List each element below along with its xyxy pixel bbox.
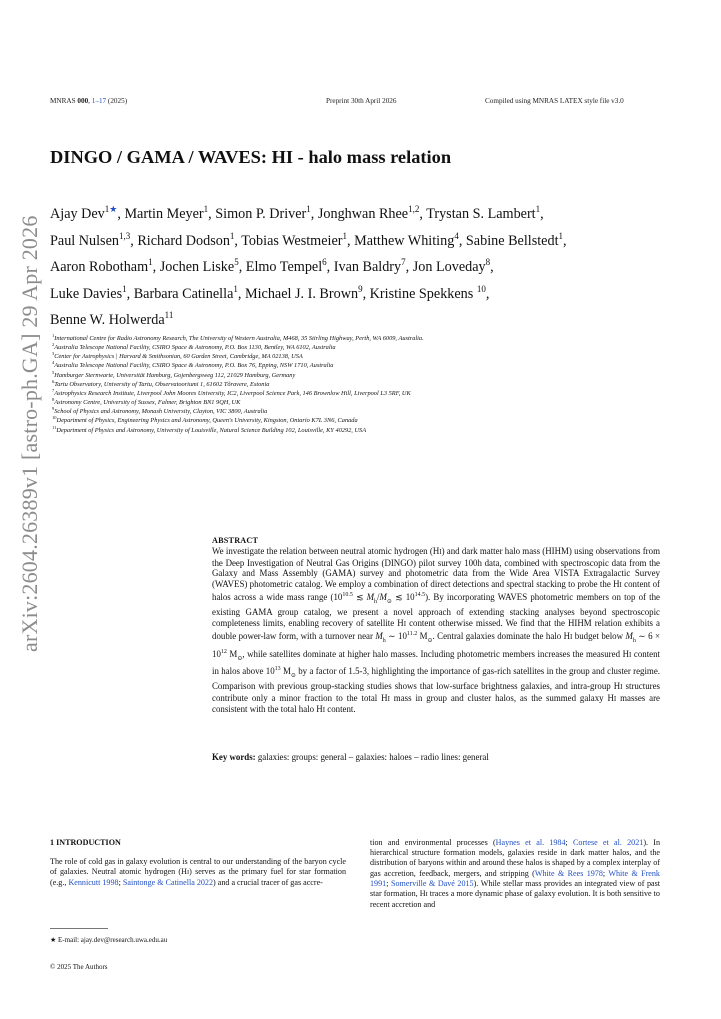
citation-link[interactable]: Haynes et al. 1984 [495, 838, 566, 847]
author-name: , [485, 285, 490, 302]
journal-reference: MNRAS 000, 1–17 (2025) [50, 97, 128, 105]
author-name: , Simon P. Driver [208, 206, 307, 222]
affiliation-mark: 1 [342, 230, 347, 241]
citation-link[interactable]: Somerville & Davé 2015 [390, 878, 474, 888]
author-name: , Tobias Westmeier [234, 232, 343, 249]
affiliation-mark: 1 [535, 204, 541, 214]
affiliation-mark: 1,2 [408, 204, 420, 214]
affiliation-mark: 4 [454, 230, 459, 241]
compiled-note: Compiled using MNRAS LATEX style file v3.0 [485, 97, 624, 105]
author-line [50, 254, 700, 281]
intro-column-left: The role of cold gas in galaxy evolution is central to our understanding of the baryon cycle of galaxies. Neutral atomic hydrogen (HI) serves as the primary fuel for star formation (e.g., Kennicutt 1998; Saintonge & Catinella 2022) and a crucial tracer of gas accre- [50, 857, 347, 888]
citation-link[interactable]: Saintonge & Catinella 2022 [122, 878, 214, 888]
affiliation-item: $^7$Astrophysics Research Institute, Liverpool John Moores University, IC2, Liverpool Science Park, 146 Brownlow Hill, Liverpool L3 5RF, UK [52, 387, 411, 397]
author-name: , Michael J. I. Brown [237, 285, 359, 302]
author-name: , Ivan Baldry [326, 259, 402, 275]
author-name: , [563, 232, 567, 249]
affiliation-item: $^4$Australia Telescope National Facility, CSIRO Space & Astronomy, P.O. Box 76, Epping, NSW 1710, Australia [52, 360, 334, 370]
page-range-link[interactable]: 1–17 [91, 97, 107, 105]
affiliation-mark: 5 [234, 257, 239, 267]
author-name: , [490, 259, 494, 275]
footnote-marker: ★ [50, 936, 57, 944]
affiliation-item: $^9$School of Physics and Astronomy, Monash University, Clayton, VIC 3800, Australia [52, 406, 268, 416]
author-line [50, 196, 700, 228]
citation-link[interactable]: Kennicutt 1998 [68, 878, 119, 888]
keywords-text: galaxies: groups: general – galaxies: haloes – radio lines: general [255, 752, 489, 762]
affiliation-mark: 1,3 [118, 230, 131, 241]
author-name: , Barbara Catinella [126, 285, 234, 302]
intro-column-right: tion and environmental processes (Haynes et al. 1984; Cortese et al. 2021). In hierarchical structure formation models, galaxies reside in dark matter halos, and the distribution of baryons within and around these halos is shaped by a complex interplay of gas accretion, feedback, mergers, and stripping (White & Rees 1978; White & Frenk 1991; Somerville & Davé 2015). While stellar mass provides an integrated view of past star formation, HI traces a more dynamic phase of galaxy evolution. It is both sensitive to recent accretion and [370, 838, 661, 910]
affiliation-list [52, 334, 692, 435]
affiliation-mark: 8 [485, 257, 491, 267]
author-name: , Jonghwan Rhee [310, 206, 409, 222]
affiliation-mark: 7 [401, 257, 406, 267]
author-name: , Jochen Liske [152, 259, 235, 275]
corresponding-author-star[interactable]: ★ [109, 204, 118, 214]
affiliation-item: $^8$Astronomy Centre, University of Sussex, Falmer, Brighton BN1 9QH, UK [52, 397, 241, 407]
affiliation-mark: 1 [233, 283, 238, 294]
paper-title: DINGO / GAMA / WAVES: HI - halo mass relation [50, 147, 452, 167]
citation-link[interactable]: Cortese et al. 2021 [573, 838, 644, 847]
author-name: , Martin Meyer [117, 206, 204, 222]
affiliation-mark: 1 [203, 204, 209, 214]
author-name: Aaron Robotham [50, 259, 149, 275]
affiliation-mark: 10 [476, 283, 486, 294]
author-name: , Sabine Bellstedt [458, 232, 559, 249]
author-name: , Trystan S. Lambert [419, 206, 536, 222]
affiliation-item: $^2$Australia Telescope National Facility, CSIRO Space & Astronomy, P.O. Box 1130, Bentley, WA 6102, Australia [52, 342, 336, 352]
affiliation-item: $^3$Center for Astrophysics | Harvard & Smithsonian, 60 Garden Street, Cambridge, MA 02138, USA [52, 351, 303, 361]
preprint-date: Preprint 30th April 2026 [326, 97, 397, 105]
affiliation-item: $^1$International Centre for Radio Astronomy Research, The University of Western Australia, M468, 35 Stirling Highway, Perth, WA 6009, Australia. [52, 333, 424, 342]
citation-link[interactable]: White & Frenk 1991 [370, 868, 660, 888]
affiliation-item: $^6$Tartu Observatory, University of Tartu, Observatooriumi 1, 61602 Tõravere, Estonia [52, 378, 270, 388]
author-name: , Kristine Spekkens [362, 285, 477, 302]
affiliation-item: $^5$Hamburger Sternwarte, Universität Hamburg, Gojenbergsweg 112, 21029 Hamburg, Germany [52, 369, 296, 379]
footnote-rule [50, 928, 108, 929]
author-name: , Elmo Tempel [238, 259, 323, 275]
author-name: , Richard Dodson [130, 232, 230, 249]
author-name: Paul Nulsen [50, 232, 119, 249]
copyright: © 2025 The Authors [50, 963, 108, 971]
keywords-label: Key words: [212, 752, 256, 762]
affiliation-item: $^{11}$Department of Physics and Astronomy, University of Louisville, Natural Science Building 102, Louisville, KY 40292, USA [52, 424, 367, 434]
affiliation-mark: 1 [104, 204, 110, 214]
affiliation-mark: 1 [229, 230, 235, 241]
author-line [50, 281, 700, 308]
author-list [50, 196, 700, 334]
author-name: Benne W. Holwerda [50, 312, 165, 328]
affiliation-mark: 1 [122, 283, 127, 294]
author-name: , Jon Loveday [405, 259, 486, 275]
author-line [50, 307, 700, 334]
abstract-heading: ABSTRACT [212, 536, 259, 545]
author-line [50, 228, 700, 255]
author-name: Luke Davies [50, 285, 123, 302]
affiliation-mark: 9 [358, 283, 363, 294]
arxiv-side-stamp: arXiv:2604.26389v1 [astro-ph.GA] 29 Apr 2026 [17, 215, 42, 652]
affiliation-mark: 1 [306, 204, 311, 214]
abstract-body: We investigate the relation between neutral atomic hydrogen (HI) and dark matter halo mass (HIHM) using observations from the Deep Investigation of Neutral Gas Origins (DINGO) pilot survey 100h data, combined with spectroscopic data from the Galaxy and Mass Assembly (GAMA) survey and photometric data from the Wide Area VISTA Extragalactic Survey (WAVES) photometric catalog. We employ a combination of direct detections and spectral stacking to probe the HI content of halos across a wide mass range ($10^{10.5}$ ≲ $M_h/M_⊙$ ≲ $10^{14.5}$). By incorporating WAVES photometric members on top of the existing GAMA group catalog, we present a novel approach of extending stacking analyses beyond spectroscopic completeness limits, enabling recovery of satellite HI content otherwise missed. We find that the HIHM relation exhibits a double power-law form, with a turnover near $M_h$ ∼ $10^{11.2}$ $M_⊙$. Central galaxies dominate the halo HI budget below $M_h$ ∼ $6 \times 10^{12}$ $M_⊙$, while satellites dominate at higher halo masses. Including photometric members increases the measured HI content in halos above $10^{13}$ $M_⊙$ by a factor of 1.5-3, highlighting the importance of gas-rich satellites in the group and cluster regime. Comparison with previous group-stacking studies shows that low-surface brightness galaxies, and intra-group HI structures contribute only a minor fraction to the total HI mass in group and cluster halos, as the summed galaxy HI masses are consistent with the total halo HI content. [212, 546, 661, 714]
footnote-email: ★ E-mail: ajay.dev@research.uwa.edu.au [50, 936, 168, 944]
affiliation-mark: 1 [558, 230, 564, 241]
affiliation-mark: 6 [322, 257, 327, 267]
citation-link[interactable]: White & Rees 1978 [534, 868, 603, 878]
author-name: , [540, 206, 544, 222]
section-heading-introduction: 1 INTRODUCTION [50, 838, 121, 847]
keywords [212, 752, 660, 762]
author-name: , Matthew Whiting [346, 232, 455, 249]
affiliation-item: $^{10}$Department of Physics, Engineering Physics and Astronomy, Queen's University, Kingston, Ontario K7L 3N6, Canada [52, 415, 358, 425]
author-name: Ajay Dev [50, 206, 105, 222]
affiliation-mark: 1 [148, 257, 153, 267]
affiliation-mark: 11 [164, 310, 174, 320]
